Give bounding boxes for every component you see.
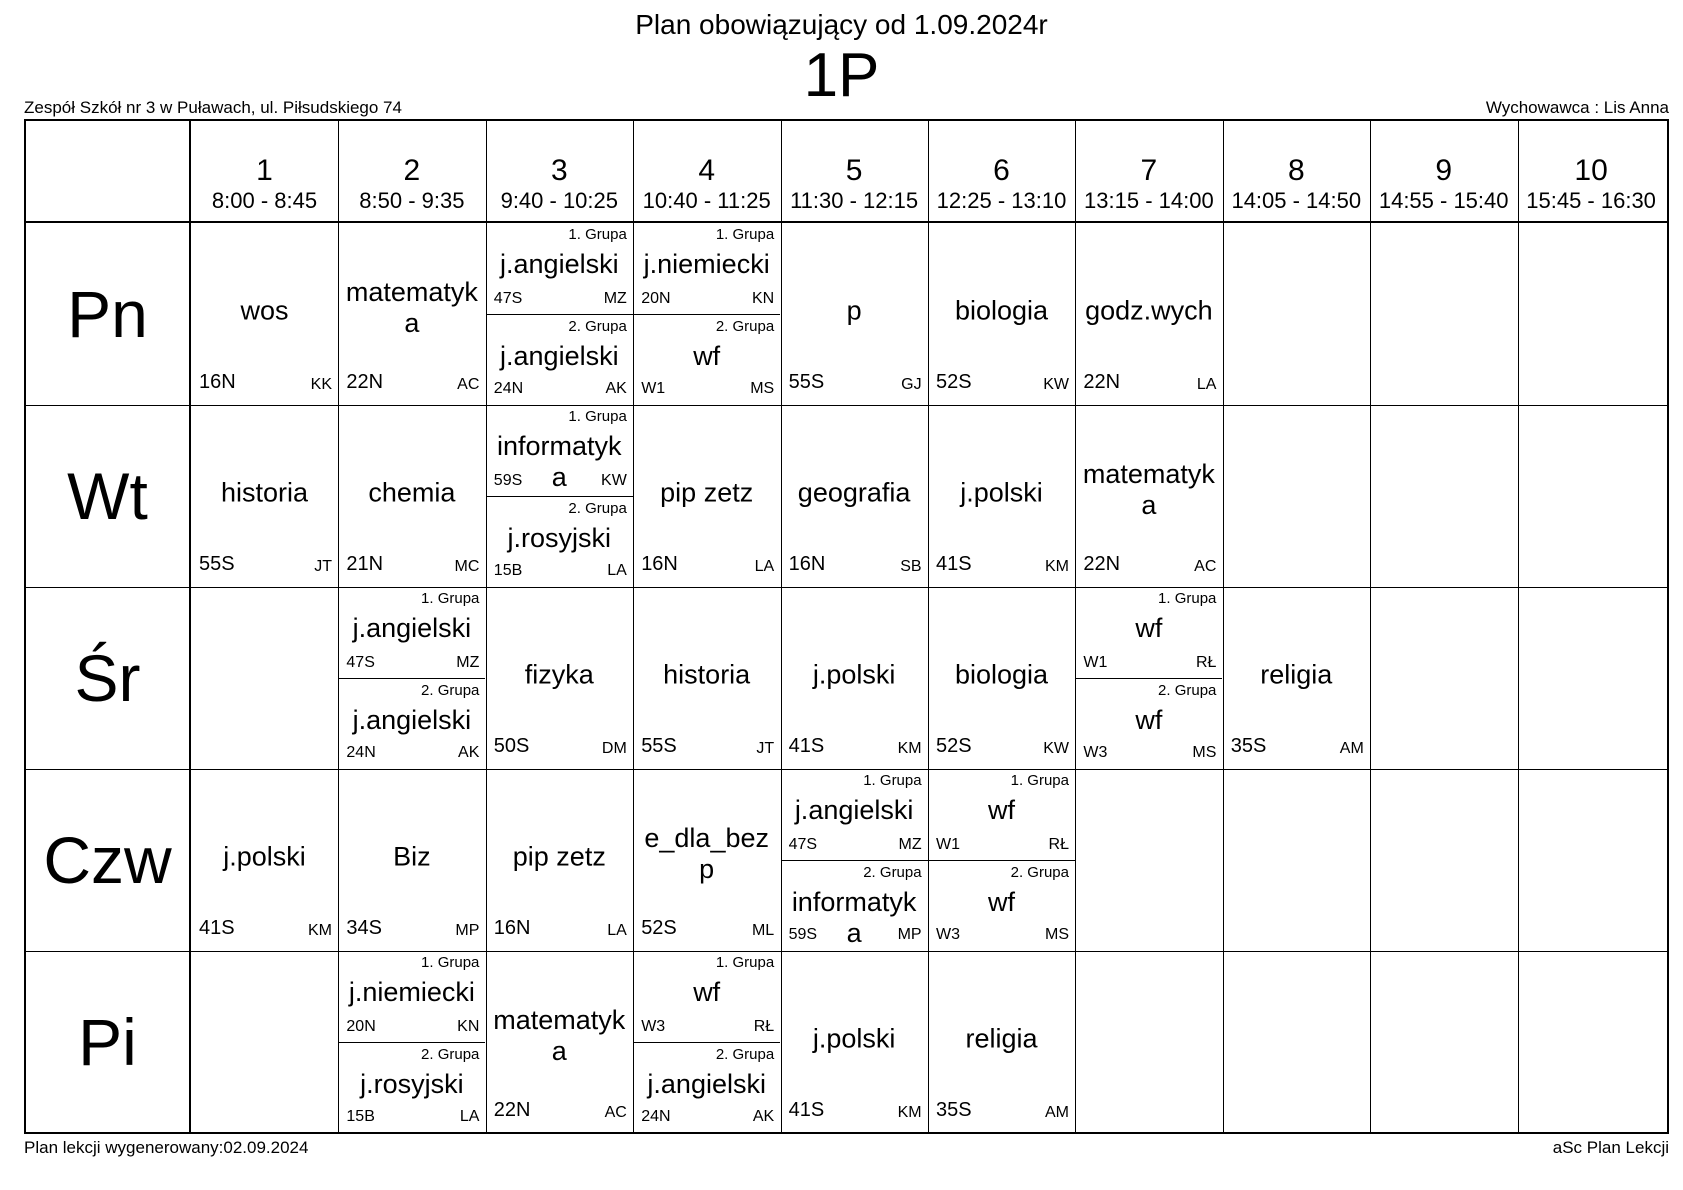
column-line (1518, 121, 1519, 1132)
teacher-code: GJ (901, 376, 922, 393)
group-label: 1. Grupa (421, 954, 480, 971)
group-label: 2. Grupa (1010, 863, 1069, 881)
subject-name: wos (240, 294, 289, 325)
teacher-code: LA (754, 558, 775, 575)
lesson-cell[interactable] (1223, 587, 1370, 768)
room-code: 16N (788, 553, 826, 575)
group-lesson[interactable] (928, 860, 1075, 951)
period-time: 8:00 - 8:45 (211, 188, 318, 213)
period-number: 8 (1287, 154, 1305, 187)
room-code: 52S (936, 371, 972, 393)
lesson-cell[interactable] (338, 223, 485, 404)
room-code: W1 (1083, 653, 1108, 671)
subject-name: pip zetz (660, 476, 754, 507)
room-code: 34S (346, 917, 382, 939)
teacher-code: LA (607, 922, 627, 939)
period-time: 10:40 - 11:25 (642, 188, 771, 213)
subject-name: j.angielski (794, 795, 914, 825)
period-number: 2 (403, 154, 421, 187)
room-code: W3 (1083, 744, 1108, 761)
teacher-code: AC (604, 1104, 627, 1121)
subject-name: p (846, 294, 862, 325)
period-time: 15:45 - 16:30 (1526, 188, 1656, 213)
column-line (1370, 121, 1371, 1132)
room-code: 16N (641, 553, 678, 575)
period-time: 14:05 - 14:50 (1231, 188, 1362, 213)
teacher-code: RŁ (753, 1017, 775, 1035)
room-code: 24N (641, 1108, 671, 1125)
subject-name: wf (988, 795, 1015, 825)
generated-date: Plan lekcji wygenerowany:02.09.2024 (24, 1138, 309, 1157)
period-number: 3 (550, 154, 568, 187)
period-header (338, 121, 485, 221)
group-lesson[interactable] (338, 678, 485, 769)
period-header (191, 121, 338, 221)
period-number: 4 (698, 154, 716, 187)
subject-name: fizyka (524, 658, 594, 689)
subject-name: j.rosyjski (360, 1068, 464, 1099)
teacher-code: KW (1043, 740, 1069, 757)
lesson-cell[interactable] (928, 405, 1075, 586)
room-code: W1 (641, 380, 666, 397)
teacher-code: KN (457, 1017, 480, 1035)
lesson-cell[interactable] (781, 223, 928, 404)
room-code: 41S (936, 553, 972, 575)
group-lesson[interactable] (486, 496, 633, 587)
teacher-code: MZ (603, 289, 627, 307)
group-lesson[interactable] (633, 223, 780, 314)
lesson-cell[interactable] (781, 587, 928, 768)
subject-name: matematyka (1082, 458, 1215, 520)
teacher-code: MC (454, 558, 480, 575)
period-number: 5 (845, 154, 863, 187)
room-code: 24N (346, 744, 376, 761)
subject-name: informatyka (791, 886, 917, 948)
room-code: 24N (493, 380, 524, 397)
teacher-code: AK (752, 1108, 775, 1125)
teacher-code: DM (601, 740, 627, 757)
subject-name: godz.wych (1085, 294, 1213, 325)
lesson-cell[interactable] (338, 405, 485, 586)
subject-name: e_dla_bezp (644, 822, 769, 884)
subject-name: j.angielski (647, 1068, 766, 1099)
lesson-cell[interactable] (928, 951, 1075, 1132)
teacher-code: AM (1045, 1104, 1069, 1121)
subject-name: j.niemiecki (643, 249, 770, 279)
lesson-cell[interactable] (633, 223, 780, 404)
group-label: 1. Grupa (715, 954, 775, 971)
period-header (1370, 121, 1517, 221)
subject-name: matematyka (493, 1004, 626, 1066)
teacher-code: MZ (456, 653, 480, 671)
period-header (633, 121, 780, 221)
group-lesson[interactable] (781, 769, 928, 860)
room-code: 52S (641, 917, 677, 939)
group-lesson[interactable] (633, 314, 780, 405)
subject-name: chemia (368, 476, 456, 507)
room-code: 20N (641, 289, 671, 307)
teacher-code: RŁ (1195, 653, 1217, 671)
room-code: 20N (346, 1017, 376, 1035)
period-header (1518, 121, 1665, 221)
teacher-code: KM (897, 1104, 922, 1121)
lesson-cell[interactable] (1075, 223, 1222, 404)
day-label: Wt (67, 459, 148, 533)
teacher-code: KK (310, 376, 332, 393)
group-lesson[interactable] (1075, 678, 1222, 769)
group-label: 1. Grupa (1010, 772, 1069, 789)
lesson-cell[interactable] (486, 951, 633, 1132)
period-number: 6 (993, 154, 1010, 187)
group-lesson[interactable] (1075, 587, 1222, 678)
room-code: W1 (936, 835, 960, 853)
teacher-code: MZ (898, 835, 922, 853)
subject-name: j.angielski (352, 704, 472, 735)
period-header (928, 121, 1075, 221)
lesson-cell[interactable] (781, 951, 928, 1132)
subject-name: matematyka (345, 276, 478, 338)
day-label: Pn (67, 277, 148, 351)
group-label: 1. Grupa (568, 408, 627, 425)
lesson-cell[interactable] (928, 223, 1075, 404)
teacher-code: AC (1194, 558, 1217, 575)
teacher-code: AM (1339, 740, 1364, 757)
group-lesson[interactable] (928, 769, 1075, 860)
teacher-code: AK (605, 380, 627, 397)
lesson-cell[interactable] (633, 951, 780, 1132)
lesson-cell[interactable] (1075, 587, 1222, 768)
teacher-code: RŁ (1048, 835, 1069, 853)
subject-name: j.rosyjski (507, 522, 612, 553)
subject-name: j.angielski (500, 249, 619, 279)
period-time: 14:55 - 15:40 (1378, 188, 1509, 213)
group-lesson[interactable] (338, 587, 485, 678)
room-code: 55S (199, 553, 235, 575)
room-code: 55S (641, 735, 677, 757)
period-header (781, 121, 928, 221)
teacher-code: KW (1043, 376, 1069, 393)
teacher-code: MP (897, 926, 922, 943)
period-time: 9:40 - 10:25 (500, 188, 619, 213)
subject-name: biologia (954, 658, 1049, 689)
subject-name: geografia (797, 476, 911, 507)
period-time: 11:30 - 12:15 (790, 188, 919, 213)
lesson-cell[interactable] (928, 769, 1075, 950)
room-code: 22N (346, 371, 384, 393)
subject-name: biologia (954, 294, 1049, 325)
room-code: 41S (788, 1099, 825, 1121)
room-code: 15B (346, 1108, 375, 1125)
room-code: 59S (788, 926, 818, 943)
teacher-code: AK (458, 744, 480, 761)
teacher-code: JT (314, 558, 332, 575)
teacher-code: KM (1045, 558, 1069, 575)
teacher-code: MS (1192, 744, 1217, 761)
teacher-code: MS (750, 380, 775, 397)
subject-name: wf (693, 977, 721, 1007)
subject-name: wf (988, 886, 1015, 917)
subject-name: pip zetz (512, 840, 606, 871)
lesson-cell[interactable] (1075, 405, 1222, 586)
lesson-cell[interactable] (486, 769, 633, 950)
room-code: 21N (346, 553, 384, 575)
period-number: 1 (256, 154, 273, 187)
teacher-code: ML (751, 922, 775, 939)
group-label: 2. Grupa (863, 863, 922, 881)
lesson-cell[interactable] (191, 223, 338, 404)
period-time: 12:25 - 13:10 (936, 188, 1067, 213)
room-code: 35S (1230, 735, 1267, 757)
software-name: aSc Plan Lekcji (1552, 1138, 1669, 1157)
room-code: 41S (199, 917, 235, 939)
room-code: 22N (1083, 371, 1121, 393)
period-header (1075, 121, 1222, 221)
day-label: Śr (74, 641, 141, 715)
room-code: 35S (936, 1099, 972, 1121)
teacher-code: MS (1045, 926, 1069, 943)
room-code: 55S (788, 371, 825, 393)
lesson-cell[interactable] (486, 405, 633, 586)
period-number: 7 (1140, 154, 1158, 187)
group-lesson[interactable] (486, 405, 633, 496)
group-lesson[interactable] (486, 223, 633, 314)
room-code: 22N (493, 1099, 531, 1121)
page-title: Plan obowiązujący od 1.09.2024r (635, 9, 1048, 40)
group-label: 2. Grupa (715, 1045, 775, 1063)
subject-name: j.niemiecki (348, 977, 475, 1007)
group-lesson[interactable] (338, 1042, 485, 1133)
group-label: 1. Grupa (1158, 590, 1217, 607)
lesson-cell[interactable] (338, 587, 485, 768)
lesson-cell[interactable] (486, 223, 633, 404)
day-label: Pi (78, 1005, 137, 1079)
room-code: 47S (346, 653, 375, 671)
lesson-cell[interactable] (633, 769, 780, 950)
subject-name: wf (1135, 613, 1163, 643)
group-lesson[interactable] (781, 860, 928, 951)
group-lesson[interactable] (338, 951, 485, 1042)
subject-name: informatyka (497, 431, 622, 492)
room-code: W3 (641, 1017, 666, 1035)
period-number: 9 (1435, 154, 1453, 187)
group-label: 2. Grupa (715, 317, 775, 335)
group-label: 1. Grupa (715, 226, 775, 243)
room-code: 16N (199, 371, 236, 393)
lesson-cell[interactable] (338, 951, 485, 1132)
room-code: 47S (493, 289, 523, 307)
subject-name: wf (1135, 704, 1163, 735)
period-time: 8:50 - 9:35 (359, 188, 465, 213)
room-code: 16N (493, 917, 531, 939)
subject-name: j.polski (812, 658, 896, 689)
teacher-code: KM (897, 740, 922, 757)
room-code: 22N (1083, 553, 1121, 575)
teacher-code: KW (601, 471, 627, 489)
teacher-code: LA (607, 562, 627, 579)
subject-name: historia (663, 658, 751, 689)
timetable-grid (24, 119, 1669, 1134)
subject-name: wf (693, 340, 721, 371)
room-code: 50S (493, 735, 530, 757)
subject-name: j.polski (812, 1022, 896, 1053)
lesson-cell[interactable] (928, 587, 1075, 768)
subject-name: j.polski (960, 476, 1043, 507)
teacher-code: KM (308, 922, 332, 939)
lesson-cell[interactable] (338, 769, 485, 950)
homeroom-teacher: Wychowawca : Lis Anna (1485, 98, 1669, 117)
teacher-code: LA (1196, 376, 1217, 393)
teacher-code: LA (459, 1108, 480, 1125)
group-label: 2. Grupa (421, 1045, 480, 1063)
lesson-cell[interactable] (781, 405, 928, 586)
teacher-code: AC (457, 376, 480, 393)
lesson-cell[interactable] (633, 405, 780, 586)
room-code: 47S (788, 835, 818, 853)
group-label: 1. Grupa (863, 772, 922, 789)
teacher-code: KN (751, 289, 775, 307)
group-lesson[interactable] (633, 1042, 780, 1133)
group-label: 2. Grupa (568, 499, 627, 517)
teacher-code: MP (455, 922, 480, 939)
group-label: 2. Grupa (421, 681, 480, 699)
teacher-code: JT (756, 740, 775, 757)
group-lesson[interactable] (486, 314, 633, 405)
room-code: W3 (936, 926, 960, 943)
period-header (486, 121, 633, 221)
subject-name: historia (220, 476, 309, 507)
room-code: 52S (936, 735, 972, 757)
subject-name: Biz (393, 840, 431, 871)
lesson-cell[interactable] (191, 769, 338, 950)
group-label: 1. Grupa (568, 226, 627, 243)
room-code: 15B (493, 562, 523, 579)
school-name: Zespół Szkół nr 3 w Puławach, ul. Piłsudskiego 74 (24, 98, 402, 117)
subject-name: religia (965, 1022, 1038, 1053)
lesson-cell[interactable] (191, 405, 338, 586)
group-label: 1. Grupa (421, 590, 480, 607)
room-code: 59S (493, 471, 523, 489)
period-header (1223, 121, 1370, 221)
period-number: 10 (1574, 154, 1608, 187)
subject-name: j.polski (223, 840, 306, 871)
lesson-cell[interactable] (486, 587, 633, 768)
group-label: 2. Grupa (568, 317, 627, 335)
class-name: 1P (803, 41, 880, 110)
subject-name: j.angielski (352, 613, 472, 643)
subject-name: j.angielski (500, 340, 619, 371)
teacher-code: SB (900, 558, 922, 575)
room-code: 41S (788, 735, 825, 757)
subject-name: religia (1260, 658, 1333, 689)
lesson-cell[interactable] (781, 769, 928, 950)
period-time: 13:15 - 14:00 (1084, 188, 1214, 213)
group-lesson[interactable] (633, 951, 780, 1042)
day-label: Czw (43, 823, 172, 897)
lesson-cell[interactable] (633, 587, 780, 768)
group-label: 2. Grupa (1158, 681, 1217, 699)
